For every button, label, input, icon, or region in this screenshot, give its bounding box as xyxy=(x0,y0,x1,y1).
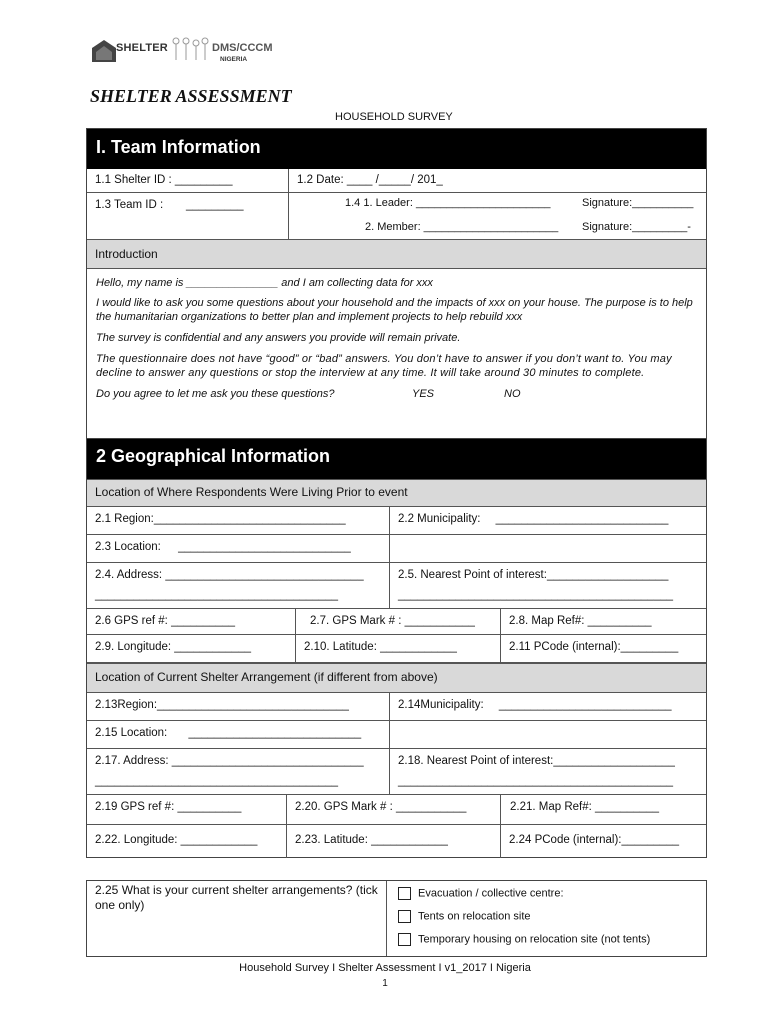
current-map-ref-field[interactable]: 2.21. Map Ref#: __________ xyxy=(500,795,706,824)
document-title: SHELTER ASSESSMENT xyxy=(90,86,292,106)
people-silhouette-icon xyxy=(170,36,210,64)
municipality-cell xyxy=(389,507,706,534)
section-1-team-information xyxy=(86,128,707,440)
shelter-logo-icon xyxy=(90,36,118,66)
current-nearest-poi-field-continued[interactable]: ___________________________________________ xyxy=(398,775,674,787)
leader-field[interactable]: 1.4 1. Leader: ______________________ xyxy=(345,197,551,209)
municipality-field[interactable]: ___________________________ xyxy=(495,513,669,525)
section-2-heading: 2 Geographical Information xyxy=(87,439,706,479)
map-ref-field[interactable]: 2.8. Map Ref#: __________ xyxy=(500,609,706,634)
consent-question: Do you agree to let me ask you these questions? xyxy=(96,388,335,400)
current-gps-mark-field[interactable]: 2.20. GPS Mark # : ___________ xyxy=(286,795,500,824)
date-field[interactable]: 1.2 Date: ____ /_____/ 201_ xyxy=(288,169,706,192)
region-field[interactable]: 2.1 Region:______________________________ xyxy=(95,513,346,525)
checkbox[interactable] xyxy=(398,887,411,900)
prior-location-heading: Location of Where Respondents Were Living Prior to event xyxy=(87,479,706,507)
section-2-geographical-information xyxy=(86,438,707,858)
question-2-25 xyxy=(86,880,707,957)
document-subtitle: HOUSEHOLD SURVEY xyxy=(335,111,453,123)
current-municipality-field[interactable]: ___________________________ xyxy=(498,699,672,711)
location-cell xyxy=(87,535,389,562)
logo-country: NIGERIA xyxy=(220,56,248,63)
geo-row-coordinates xyxy=(87,635,706,663)
geo-row-current-address xyxy=(87,749,706,795)
team-id-field[interactable]: _________ xyxy=(186,199,244,211)
gps-mark-field[interactable]: 2.7. GPS Mark # : ___________ xyxy=(295,609,500,634)
shelter-id-field[interactable]: 1.1 Shelter ID : _________ xyxy=(95,174,233,186)
team-id-cell xyxy=(87,193,288,240)
location-empty-cell xyxy=(389,535,706,562)
consent-no-option[interactable]: NO xyxy=(504,388,521,400)
address-field[interactable]: 2.4. Address: _______________________________ xyxy=(95,569,364,581)
section-1-heading: I. Team Information xyxy=(87,129,706,169)
team-row-2 xyxy=(87,193,706,241)
geo-row-gps xyxy=(87,609,706,635)
option-evacuation-centre[interactable] xyxy=(398,887,564,900)
member-signature-field[interactable]: Signature:_________- xyxy=(582,221,691,233)
geo-row-location xyxy=(87,535,706,563)
current-nearest-poi-cell xyxy=(389,749,706,794)
intro-purpose: I would like to ask you some questions about your household and the impacts of xxx on your house. The purpose is to help the humanitarian organizations to better plan and implement projects to help rebuild xxx xyxy=(96,297,693,323)
page-footer: Household Survey I Shelter Assessment I v1_2017 I Nigeria xyxy=(239,962,531,974)
option-label: Tents on relocation site xyxy=(418,910,531,923)
shelter-arrangement-question: 2.25 What is your current shelter arrangements? (tick one only) xyxy=(95,883,378,912)
longitude-field[interactable]: 2.9. Longitude: ____________ xyxy=(95,641,252,653)
current-nearest-poi-field[interactable]: 2.18. Nearest Point of interest:___________________ xyxy=(398,755,675,767)
option-label: Evacuation / collective centre: xyxy=(418,887,564,900)
option-label: Temporary housing on relocation site (not tents) xyxy=(418,933,651,946)
leader-signature-field[interactable]: Signature:__________ xyxy=(582,197,694,209)
geo-row-region xyxy=(87,507,706,535)
geo-row-current-gps xyxy=(87,795,706,825)
current-gps-ref-field[interactable]: 2.19 GPS ref #: __________ xyxy=(95,801,242,813)
checkbox[interactable] xyxy=(398,910,411,923)
logo-partner-name: DMS/CCCM xyxy=(212,42,273,54)
geo-row-address xyxy=(87,563,706,609)
page-number: 1 xyxy=(382,978,388,989)
team-row-1 xyxy=(87,169,706,193)
pcode-field[interactable]: 2.11 PCode (internal):_________ xyxy=(500,635,706,662)
logo-org-name: SHELTER xyxy=(116,42,168,54)
consent-yes-option[interactable]: YES xyxy=(412,388,435,400)
nearest-poi-field-continued[interactable]: ___________________________________________ xyxy=(398,589,674,601)
current-location-field[interactable]: ___________________________ xyxy=(188,727,362,739)
intro-answers-note: The questionnaire does not have “good” or “bad” answers. You don’t have to answer if you don’t want to. You may decline to answer any questions or stop the interview at any time. It will take around 30 minutes to complete. xyxy=(96,353,672,379)
checkbox[interactable] xyxy=(398,933,411,946)
current-location-label: 2.15 Location: xyxy=(95,727,168,739)
location-field[interactable]: ___________________________ xyxy=(178,541,351,553)
gps-ref-field[interactable]: 2.6 GPS ref #: __________ xyxy=(95,615,236,627)
nearest-poi-field[interactable]: 2.5. Nearest Point of interest:___________________ xyxy=(398,569,669,581)
intro-greeting: Hello, my name is _______________ and I am collecting data for xxx xyxy=(96,277,433,289)
current-address-field-continued[interactable]: ______________________________________ xyxy=(95,775,339,787)
member-field[interactable]: 2. Member: ______________________ xyxy=(365,221,559,233)
current-address-cell xyxy=(87,749,389,794)
question-divider xyxy=(386,881,387,956)
option-tents-relocation[interactable] xyxy=(398,910,531,923)
geo-row-current-region xyxy=(87,693,706,721)
introduction-heading: Introduction xyxy=(87,239,706,269)
intro-confidentiality: The survey is confidential and any answers you provide will remain private. xyxy=(96,332,461,344)
current-pcode-field[interactable]: 2.24 PCode (internal):_________ xyxy=(500,825,706,858)
current-address-field[interactable]: 2.17. Address: ______________________________ xyxy=(95,755,364,767)
address-cell xyxy=(87,563,389,608)
nearest-poi-cell xyxy=(389,563,706,608)
current-municipality-label: 2.14Municipality: xyxy=(398,699,484,711)
option-temporary-housing[interactable] xyxy=(398,933,650,946)
location-label: 2.3 Location: xyxy=(95,541,161,553)
team-members-cell xyxy=(288,193,706,240)
current-location-empty-cell xyxy=(389,721,706,748)
address-field-continued[interactable]: ______________________________________ xyxy=(95,589,339,601)
team-id-label: 1.3 Team ID : xyxy=(95,199,164,211)
current-location-cell xyxy=(87,721,389,748)
geo-row-current-location xyxy=(87,721,706,749)
municipality-label: 2.2 Municipality: xyxy=(398,513,481,525)
current-municipality-cell xyxy=(389,693,706,720)
current-longitude-field[interactable]: 2.22. Longitude: ____________ xyxy=(95,834,258,846)
current-location-heading: Location of Current Shelter Arrangement (if different from above) xyxy=(87,663,706,693)
geo-row-current-coordinates xyxy=(87,825,706,858)
shelter-cluster-logo xyxy=(90,32,280,68)
current-region-field[interactable]: 2.13Region:______________________________ xyxy=(95,699,349,711)
latitude-field[interactable]: 2.10. Latitude: ____________ xyxy=(295,635,500,662)
current-latitude-field[interactable]: 2.23. Latitude: ____________ xyxy=(286,825,500,858)
